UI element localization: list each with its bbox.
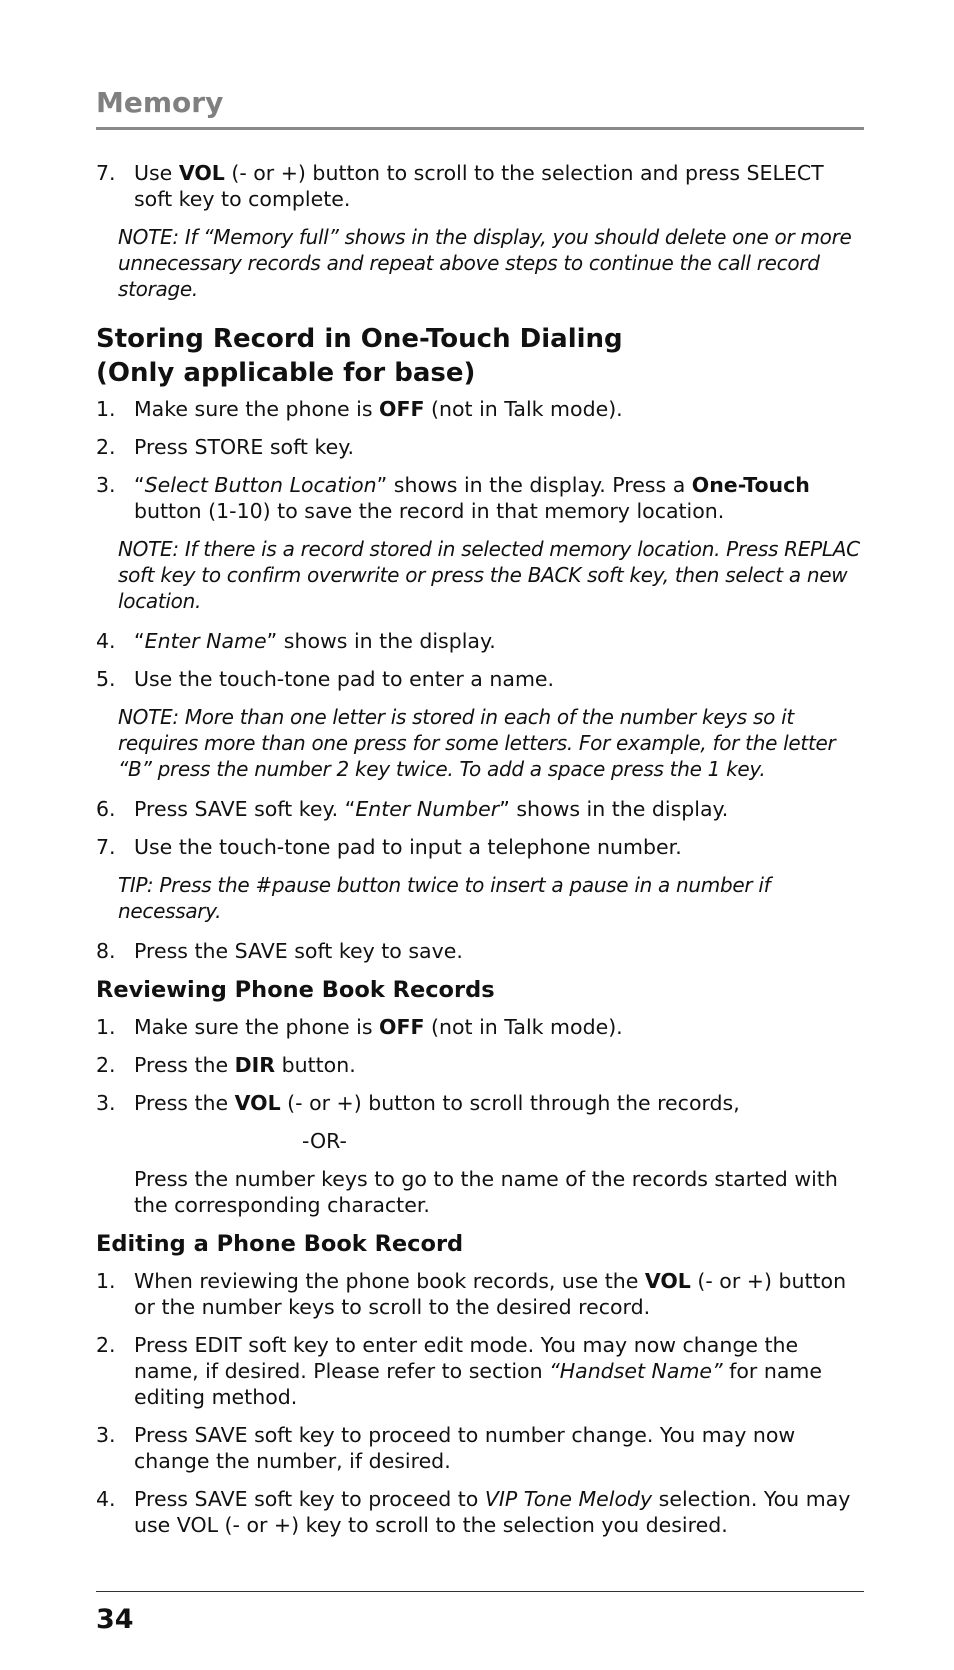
- footer-divider: [96, 1591, 864, 1592]
- step-number: 3.: [96, 1423, 116, 1447]
- tip-pause: TIP: Press the #pause button twice to insert a pause in a number if necessary.: [118, 873, 771, 923]
- list-item: [96, 796, 864, 822]
- page-number: 34: [96, 1604, 134, 1635]
- step-number: 1.: [96, 1015, 116, 1039]
- step-number: 1.: [96, 1269, 116, 1293]
- step-text: “Select Button Location” shows in the display. Press a One-Touch button (1-10) to save the record in that memory location.: [134, 473, 810, 523]
- step-text: Press the VOL (- or +) button to scroll through the records,: [134, 1091, 740, 1115]
- step-text: Press SAVE soft key to proceed to number change. You may now change the number, if desired.: [134, 1423, 796, 1473]
- step-text: Press STORE soft key.: [134, 435, 354, 459]
- step-number: 6.: [96, 797, 116, 821]
- step-number: 3.: [96, 1091, 116, 1115]
- list-item: [96, 160, 864, 212]
- list-item: [96, 1268, 864, 1320]
- step-text: Press the SAVE soft key to save.: [134, 939, 463, 963]
- step-number: 4.: [96, 629, 116, 653]
- list-item: [96, 938, 864, 964]
- list-item: [96, 434, 864, 460]
- step-number: 5.: [96, 667, 116, 691]
- list-item: [96, 1052, 864, 1078]
- step-text: “Enter Name” shows in the display.: [134, 629, 496, 653]
- list-item: [96, 472, 864, 524]
- list-item: [96, 666, 864, 692]
- step-number: 1.: [96, 397, 116, 421]
- manual-page: [96, 86, 864, 1550]
- step-number: 8.: [96, 939, 116, 963]
- list-item: [96, 1014, 864, 1040]
- step-number: 3.: [96, 473, 116, 497]
- note-memory-full: NOTE: If “Memory full” shows in the display, you should delete one or more unnecessary records and repeat above steps to continue the call record storage.: [118, 225, 852, 301]
- or-separator: -OR-: [302, 1129, 347, 1153]
- step-text: Make sure the phone is OFF (not in Talk mode).: [134, 397, 623, 421]
- step-text: Press EDIT soft key to enter edit mode. You may now change the name, if desired. Please refer to section “Handset Name” for name editing method.: [134, 1333, 823, 1409]
- step-text: Press the DIR button.: [134, 1053, 356, 1077]
- note-letters: NOTE: More than one letter is stored in each of the number keys so it requires more than one press for some letters. For example, for the letter “B” press the number 2 key twice. To add a space press the 1 key.: [118, 705, 836, 781]
- step-text: Press SAVE soft key to proceed to VIP Tone Melody selection. You may use VOL (- or +) key to scroll to the selection you desired.: [134, 1487, 851, 1537]
- list-item: [96, 1090, 864, 1116]
- section-title-review: Reviewing Phone Book Records: [96, 977, 495, 1003]
- list-item: [96, 1486, 864, 1538]
- note-replace: NOTE: If there is a record stored in selected memory location. Press REPLAC soft key to confirm overwrite or press the BACK soft key, then select a new location.: [118, 537, 860, 613]
- header-divider: [96, 127, 864, 130]
- step-text: When reviewing the phone book records, use the VOL (- or +) button or the number keys to scroll to the desired record.: [134, 1269, 847, 1319]
- list-item: [96, 396, 864, 422]
- step-number: 7.: [96, 161, 116, 185]
- list-item: [96, 628, 864, 654]
- section-title-one-touch: Storing Record in One-Touch Dialing (Only applicable for base): [96, 324, 623, 388]
- page-header-title: Memory: [96, 86, 224, 119]
- step-text: Use the touch-tone pad to enter a name.: [134, 667, 555, 691]
- step-number: 4.: [96, 1487, 116, 1511]
- step-text: Press SAVE soft key. “Enter Number” shows in the display.: [134, 797, 729, 821]
- section-title-edit: Editing a Phone Book Record: [96, 1231, 464, 1257]
- list-item: [96, 834, 864, 860]
- list-item: [96, 1332, 864, 1410]
- list-item: [96, 1422, 864, 1474]
- step-continuation: Press the number keys to go to the name of the records started with the corresponding character.: [134, 1167, 838, 1217]
- step-number: 2.: [96, 435, 116, 459]
- step-number: 2.: [96, 1053, 116, 1077]
- step-text: Make sure the phone is OFF (not in Talk mode).: [134, 1015, 623, 1039]
- step-text: Use VOL (- or +) button to scroll to the selection and press SELECT soft key to complete.: [134, 161, 824, 211]
- step-number: 2.: [96, 1333, 116, 1357]
- step-text: Use the touch-tone pad to input a telephone number.: [134, 835, 682, 859]
- step-number: 7.: [96, 835, 116, 859]
